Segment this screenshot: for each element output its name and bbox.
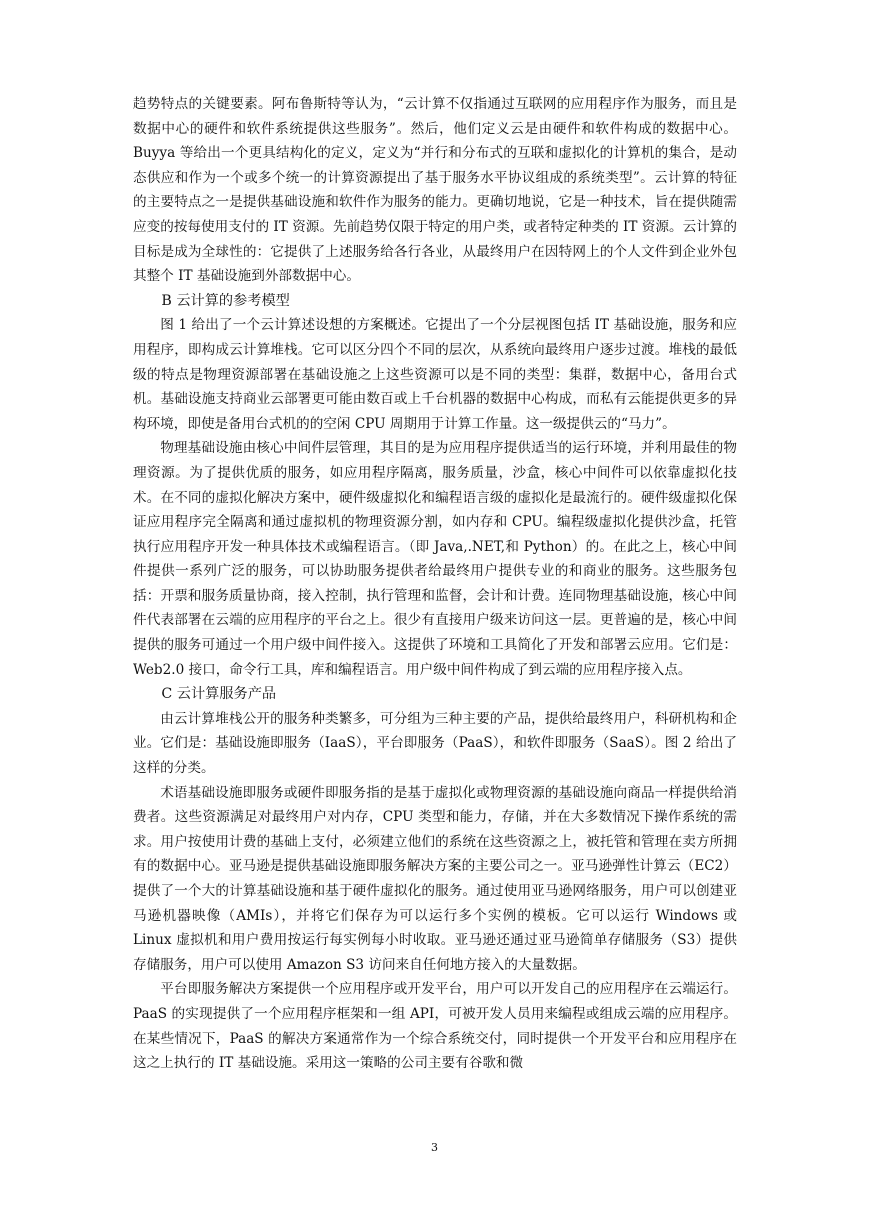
paragraph: 物理基础设施由核心中间件层管理，其目的是为应用程序提供适当的运行环境，并利用最佳的物理资源。为了提供优质的服务，如应用程序隔离，服务质量，沙盒，核心中间件可以依靠虚拟化技术。在不同的虚拟化解决方案中，硬件级虚拟化和编程语言级的虚拟化是最流行的。硬件级虚拟化保证应用程序完全隔离和通过虚拟机的物理资源分割，如内存和 CPU。编程级虚拟化提供沙盒，托管执行应用程序开发一种具体技术或编程语言。（即 Java,.NET,和 Python）的。在此之上，核心中间件提供一系列广泛的服务，可以协助服务提供者给最终用户提供专业的和商业的服务。这些服务包括：开票和服务质量协商，接入控制，执行管理和监督，会计和计费。连同物理基础设施，核心中间件代表部署在云端的应用程序的平台之上。很少有直接用户级来访问这一层。更普遍的是，核心中间提供的服务可通过一个用户级中间件接入。这提供了环境和工具简化了开发和部署云应用。它们是：Web2.0 接口，命令行工具，库和编程语言。用户级中间件构成了到云端的应用程序接入点。 [133,440,737,678]
paragraph: 图 1 给出了一个云计算述设想的方案概述。它提出了一个分层视图包括 IT 基础设施，服务和应用程序，即构成云计算堆栈。它可以区分四个不同的层次，从系统向最终用户逐步过渡。堆栈的最低级的特点是物理资源部署在基础设施之上这些资源可以是不同的类型：集群，数据中心，备用台式机。基础设施支持商业云部署更可能由数百或上千台机器的数据中心构成，而私有云能提供更多的异构环境，即使是备用台式机的的空闲 CPU 周期用于计算工作量。这一级提供云的“马力”。 [133,317,737,432]
paragraph: 术语基础设施即服务或硬件即服务指的是基于虚拟化或物理资源的基础设施向商品一样提供给消费者。这些资源满足对最终用户对内存，CPU 类型和能力，存储，并在大多数情况下操作系统的需求。用户按使用计费的基础上支付，必须建立他们的系统在这些资源之上，被托管和管理在卖方所拥有的数据中心。亚马逊是提供基础设施即服务解决方案的主要公司之一。亚马逊弹性计算云（EC2）提供了一个大的计算基础设施和基于硬件虚拟化的服务。通过使用亚马逊网络服务，用户可以创建亚马逊机器映像（AMIs），并将它们保存为可以运行多个实例的模板。它可以运行 Windows 或 Linux 虚拟机和用户费用按运行每实例每小时收取。亚马逊还通过亚马逊简单存储服务（S3）提供存储服务，用户可以使用 Amazon S3 访问来自任何地方接入的大量数据。 [133,784,737,973]
section-heading-b: B 云计算的参考模型 [161,292,290,309]
page-number: 3 [431,1141,438,1154]
paragraph: 平台即服务解决方案提供一个应用程序或开发平台，用户可以开发自己的应用程序在云端运行。PaaS 的实现提供了一个应用程序框架和一组 API，可被开发人员用来编程或组成云端的应用程序。在某些情况下，PaaS 的解决方案通常作为一个综合系统交付，同时提供一个开发平台和应用程序在这之上执行的 IT 基础设施。采用这一策略的公司主要有谷歌和微 [133,981,737,1072]
section-heading-c: C 云计算服务产品 [161,686,277,703]
body-text [133,92,737,1076]
paragraph: 趋势特点的关键要素。阿布鲁斯特等认为，“云计算不仅指通过互联网的应用程序作为服务，而且是数据中心的硬件和软件系统提供这些服务”。然后，他们定义云是由硬件和软件构成的数据中心。Buyya 等给出一个更具结构化的定义，定义为“并行和分布式的互联和虚拟化的计算机的集合，是动态供应和作为一个或多个统一的计算资源提出了基于服务水平协议组成的系统类型”。云计算的特征的主要特点之一是提供基础设施和软件作为服务的能力。更确切地说，它是一种技术，旨在提供随需应变的按每使用支付的 IT 资源。先前趋势仅限于特定的用户类，或者特定种类的 IT 资源。云计算的目标是成为全球性的：它提供了上述服务给各行各业，从最终用户在因特网上的个人文件到企业外包其整个 IT 基础设施到外部数据中心。 [133,96,737,285]
paragraph: 由云计算堆栈公开的服务种类繁多，可分组为三种主要的产品，提供给最终用户，科研机构和企业。它们是：基础设施即服务（IaaS），平台即服务（PaaS），和软件即服务（SaaS）。图 2 给出了这样的分类。 [133,710,737,777]
